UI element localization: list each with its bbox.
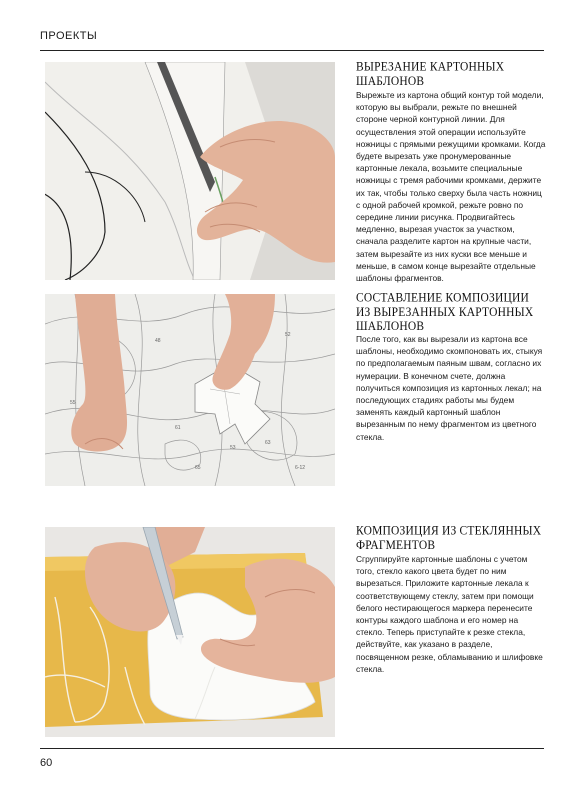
- template-number: 53: [230, 445, 236, 451]
- section-title: СОСТАВЛЕНИЕ КОМПОЗИЦИИ ИЗ ВЫРЕЗАННЫХ КАРТОННЫХ ШАБЛОНОВ: [356, 292, 534, 334]
- template-number: 61: [175, 425, 181, 431]
- arranging-templates-photo: [45, 294, 335, 486]
- template-number: 55: [70, 400, 76, 406]
- template-number: 63: [265, 440, 271, 446]
- section-title: КОМПОЗИЦИЯ ИЗ СТЕКЛЯННЫХ ФРАГМЕНТОВ: [356, 525, 542, 552]
- template-number: 52: [285, 332, 291, 338]
- top-divider: [40, 50, 544, 51]
- scissors-cutting-cardboard-photo: [45, 62, 335, 280]
- section-glass-composition: [356, 525, 546, 675]
- page-number: 60: [40, 757, 53, 769]
- template-number: 6-12: [295, 465, 306, 471]
- template-number: 48: [155, 338, 161, 344]
- section-title: ВЫРЕЗАНИЕ КАРТОННЫХ ШАБЛОНОВ: [356, 61, 505, 88]
- section-composing-templates: [356, 292, 546, 443]
- marking-glass-photo: [45, 527, 335, 737]
- section-body: Сгруппируйте картонные шаблоны с учетом того, стекло какого цвета будет по ним вырезаться. Приложите картонные лекала к соответствующему стеклу, затем при помощи белого нестирающегося маркера перенесите контуры каждого шаблона и его номер на стекло. Теперь приступайте к резке стекла, действуйте, как указано в разделе, посвященном резке, обламыванию и шлифовке стекла.: [356, 554, 543, 674]
- template-number: 65: [195, 465, 201, 471]
- bottom-divider: [40, 748, 544, 749]
- section-body: Вырежьте из картона общий контур той модели, которую вы выбрали, режьте по внешней стороне черной контурной линии. Для осуществления этой операции используйте ножницы с прямыми режущими кромками. Когда будете вырезать уже пронумерованные картонные лекала, возьмите специальные ножницы с тремя рабочими кромками, держите их так, чтобы только сверху была часть ножниц с одной рабочей кромкой, режьте ровно по середине линии рисунка. Продвигайтесь медленно, вырезая участок за участком, сначала разделите картон на крупные части, затем вырезайте из них куски все меньше и меньше, в самом конце вырезайте отдельные шаблоны фрагментов.: [356, 90, 546, 284]
- section-body: После того, как вы вырезали из картона все шаблоны, необходимо скомпоновать их, стыкуя по предполагаемым паяным швам, согласно их нумерации. В конечном счете, должна получиться композиция из картонных лекал; на последующих стадиях работы мы будем заменять каждый картонный шаблон вырезанным по нему фрагментом из цветного стекла.: [356, 334, 543, 442]
- running-header: ПРОЕКТЫ: [40, 30, 98, 42]
- section-cutting-templates: [356, 61, 546, 284]
